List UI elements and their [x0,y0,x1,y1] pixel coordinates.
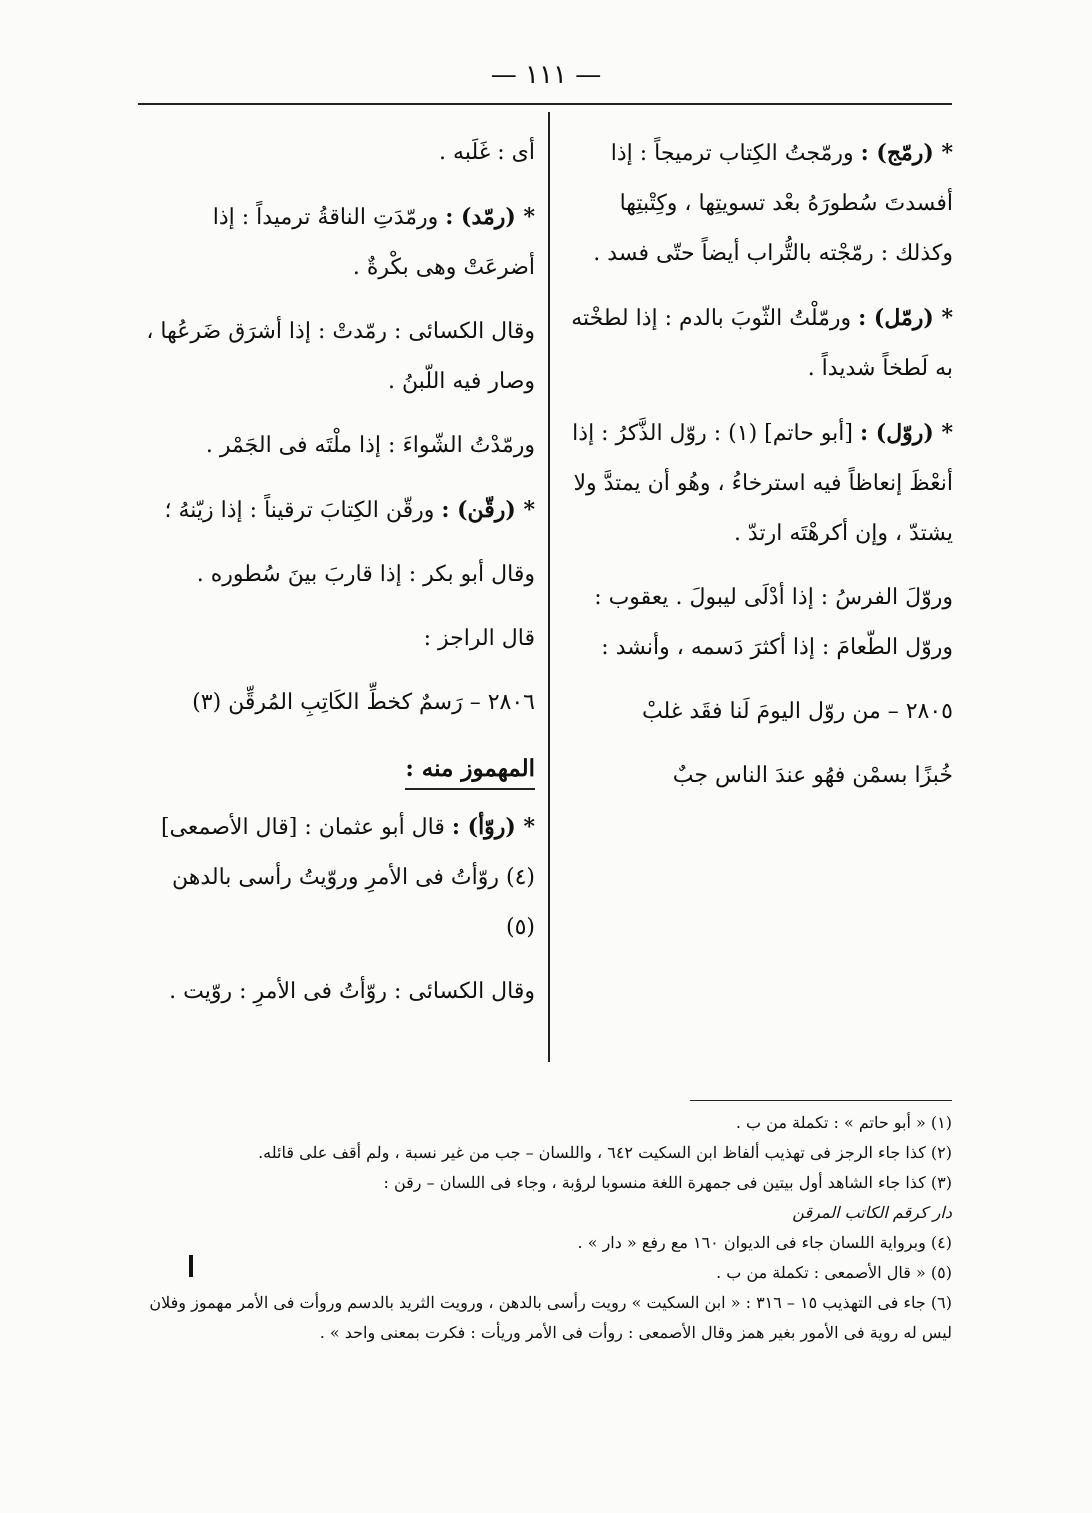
entry-paragraph [140,614,535,664]
entry-paragraph [568,128,953,279]
entry-text: ورمّجتُ الكِتاب ترميجاً : إذا أفسدتَ سُطورَهُ بعْد تسويتِها ، وكِتْبتِها وكذلك : رمّجْته بالتُّراب أيضاً حتّى فسد . [593,141,953,266]
verse-line [568,751,953,801]
entry-paragraph [140,307,535,407]
entry-text: خُبزًا بسمْن فهُو عندَ الناس جبٌ [672,763,953,788]
entry-text: قال الراجز : [423,626,535,651]
entry-text: وقال الكسائى : روّأتُ فى الأمرِ : روّيت . [169,979,535,1004]
entry-paragraph [140,421,535,471]
page-number: — ١١١ — [490,60,602,90]
page-mark [189,1255,193,1277]
footnote: دار كرقم الكاتب المرقن [792,1203,952,1222]
column-divider [548,112,550,1062]
verse-line [140,678,535,728]
entry-headword: * (روّل) : [860,420,953,446]
footnote-rule [690,1100,952,1101]
verse-line [568,687,953,737]
entry-paragraph [140,550,535,600]
footnote: (٥) « قال الأصمعى : تكملة من ب . [716,1263,952,1282]
entry-text: ورمّلْتُ الثّوبَ بالدم : إذا لطخْته به لَطخاً شديداً . [571,306,953,381]
entry-text: ورمّدَتِ الناقةُ ترميداً : إذا أضرعَتْ وهى بكْرةٌ . [212,205,535,280]
entry-paragraph [568,293,953,394]
footnote: (٢) كذا جاء الرجز فى تهذيب ألفاظ ابن السكيت ٦٤٢ ، واللسان – جب من غير نسبة ، ولم أقف على قائله. [258,1143,952,1162]
entry-headword: * (روّأ) : [451,814,535,840]
entry-paragraph [568,408,953,559]
footnotes [140,1108,952,1348]
entry-paragraph [140,192,535,293]
left-column [140,128,535,1031]
entry-headword: * (رمّج) : [860,140,953,166]
footnote: (٦) جاء فى التهذيب ١٥ – ٣١٦ : « ابن السكيت » رويت رأسى بالدهن ، ورويت الثريد بالدسم وروأت فى الأمر مهموز وفلان ليس له روية فى الأمور بغير همز وقال الأصمعى : روأت فى الأمر وريأت : فكرت بمعنى واحد » . [149,1293,952,1342]
entry-text: أى : غَلَبه . [439,140,535,165]
entry-text: قال أبو عثمان : [قال الأصمعى] (٤) روّأتُ فى الأمرِ وروّيتُ رأسى بالدهن (٥) [160,815,535,940]
footnote: (١) « أبو حاتم » : تكملة من ب . [735,1113,952,1132]
entry-headword: * (رقّن) : [441,497,535,523]
entry-paragraph [140,802,535,953]
entry-paragraph [140,967,535,1017]
entry-text: وروّلَ الفرسُ : إذا أدْلَى ليبولَ . يعقوب : وروّل الطّعامَ : إذا أكثرَ دَسمه ، وأنشد : [594,585,953,660]
entry-text: وقال الكسائى : رمّدتْ : إذا أشرَق ضَرعُها ، وصار فيه اللّبنُ . [146,319,535,394]
right-column [568,128,953,815]
entry-paragraph [140,128,535,178]
entry-headword: * (رمّل) : [858,305,953,331]
footnote: (٤) وبرواية اللسان جاء فى الديوان ١٦٠ مع رفع « دار » . [577,1233,952,1252]
entry-paragraph [568,573,953,673]
entry-paragraph [140,485,535,536]
entry-headword: * (رمّد) : [445,204,535,230]
entry-text: ورقّن الكِتابَ ترقيناً : إذا زيّنهُ ؛ [164,498,435,523]
top-rule [138,103,952,105]
entry-text: [أبو حاتم] (١) : روّل الذَّكرُ : إذا أنعْظَ إنعاظاً فيه استرخاءُ ، وهُو أن يمتدَّ ولا يشتدّ ، وإن أكرهْتَه ارتدّ . [572,421,953,546]
footnote: (٣) كذا جاء الشاهد أول بيتين فى جمهرة اللغة منسوبا لرؤبة ، وجاء فى اللسان – رقن : [383,1173,952,1192]
entry-text: ٢٨٠٦ – رَسمٌ كخطِّ الكَاتِبِ المُرقِّن (٣) [192,690,535,715]
section-heading: المهموز منه : [405,750,535,790]
entry-text: وقال أبو بكر : إذا قاربَ بينَ سُطوره . [196,562,535,587]
entry-text: ورمّدْتُ الشّواءَ : إذا ملْتَه فى الجَمْر . [205,433,535,458]
entry-text: ٢٨٠٥ – من روّل اليومَ لَنا فقَد غلبْ [641,699,953,724]
